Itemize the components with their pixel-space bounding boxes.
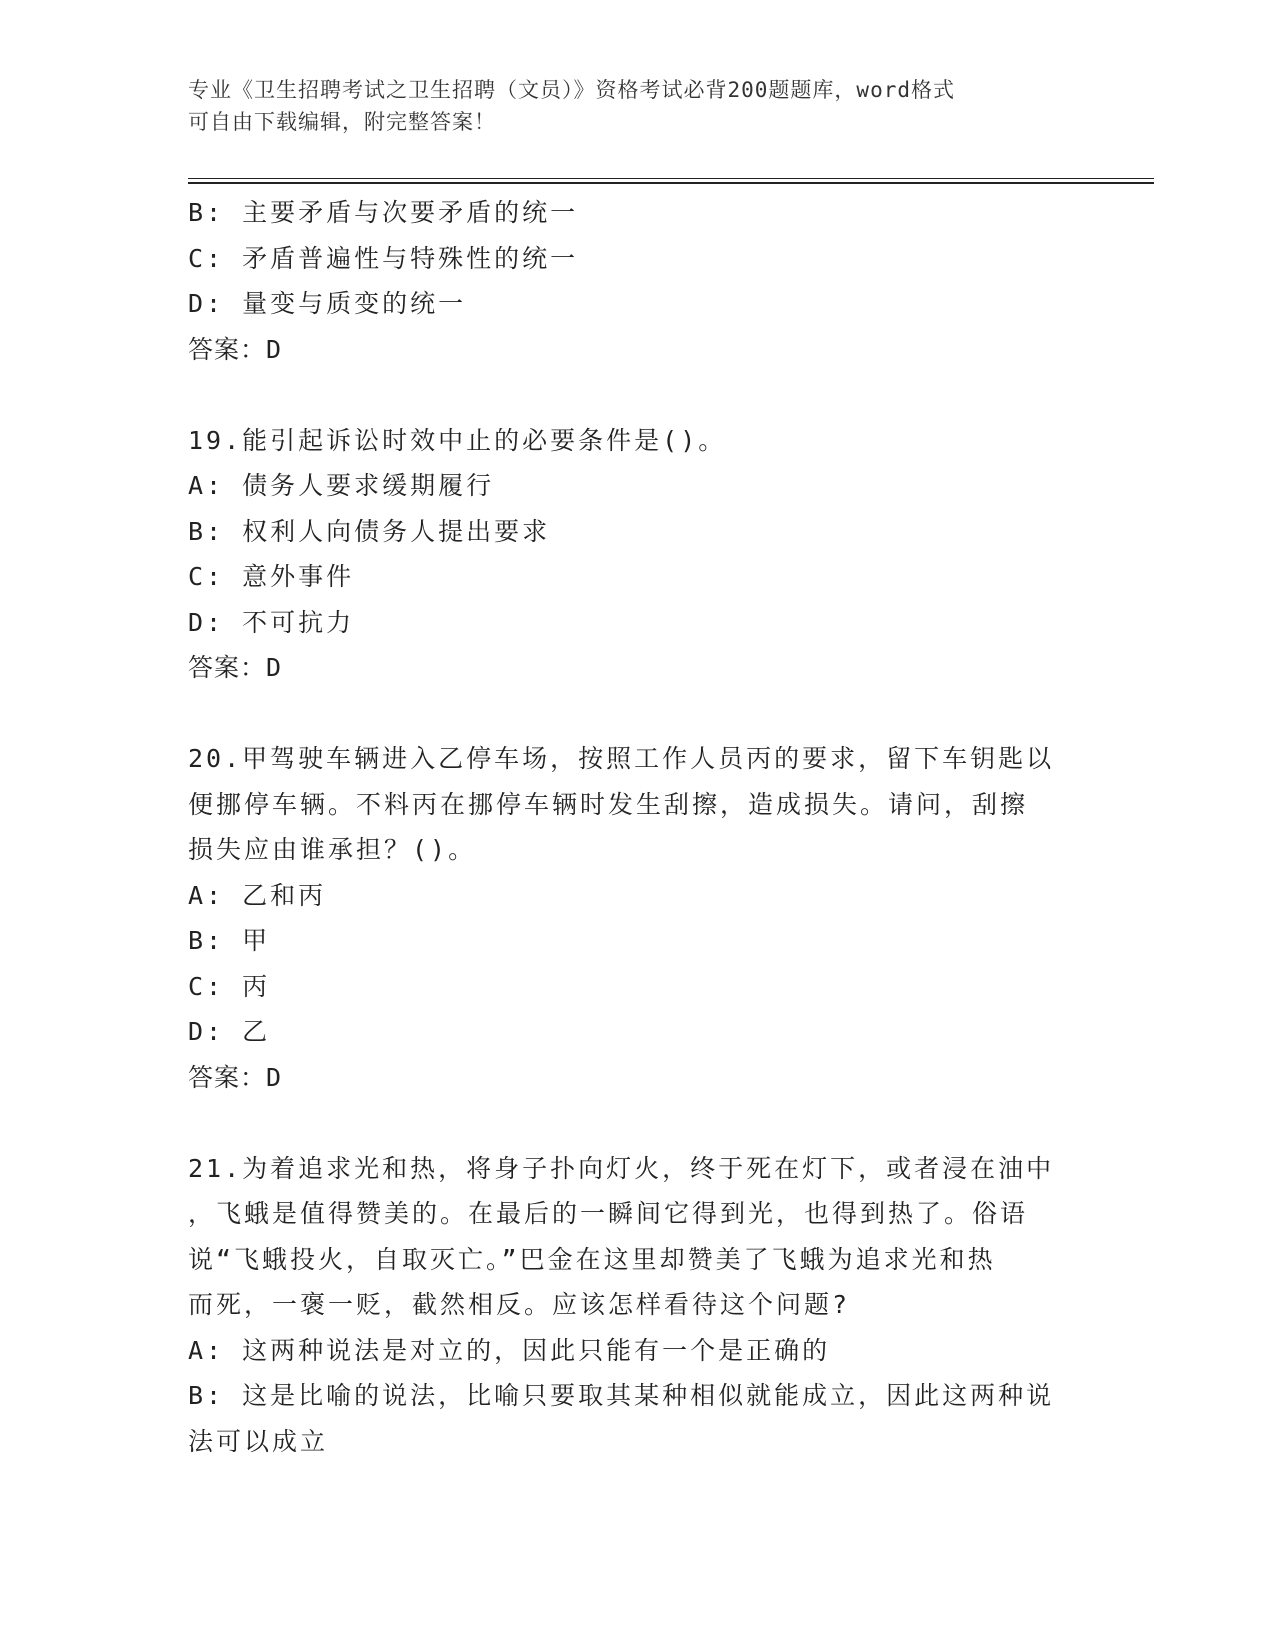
option: B: 这是比喻的说法，比喻只要取其某种相似就能成立，因此这两种说 xyxy=(188,1381,1055,1410)
option: 法可以成立 xyxy=(188,1426,329,1456)
question-stem: 损失应由谁承担？()。 xyxy=(188,835,477,864)
page-header xyxy=(188,74,1088,138)
option: D: 量变与质变的统一 xyxy=(188,289,467,318)
question-stem: 而死，一褒一贬，截然相反。应该怎样看待这个问题? xyxy=(188,1290,851,1319)
question-block xyxy=(188,190,1088,372)
question-stem: ，飞蛾是值得赞美的。在最后的一瞬间它得到光，也得到热了。俗语 xyxy=(188,1199,1029,1228)
spacer xyxy=(188,691,1088,737)
option: D: 不可抗力 xyxy=(188,607,355,637)
option: B: 主要矛盾与次要矛盾的统一 xyxy=(188,198,579,227)
option: C: 意外事件 xyxy=(188,562,355,591)
option: B: 权利人向债务人提出要求 xyxy=(188,516,551,546)
question-block xyxy=(188,736,1088,1100)
answer: 答案：D xyxy=(188,334,283,364)
question-stem: 21.为着追求光和热，将身子扑向灯火，终于死在灯下，或者浸在油中 xyxy=(188,1153,1055,1183)
question-stem: 说“飞蛾投火，自取灭亡。”巴金在这里却赞美了飞蛾为追求光和热 xyxy=(188,1244,996,1274)
header-divider xyxy=(188,178,1154,184)
option: C: 丙 xyxy=(188,971,271,1001)
spacer xyxy=(188,372,1088,418)
question-content xyxy=(188,190,1088,1464)
option: B: 甲 xyxy=(188,926,271,955)
spacer xyxy=(188,1100,1088,1146)
header-line-1: 专业《卫生招聘考试之卫生招聘（文员）》资格考试必背200题题库，word格式 xyxy=(188,78,955,102)
question-stem: 19.能引起诉讼时效中止的必要条件是()。 xyxy=(188,425,727,455)
option: A: 债务人要求缓期履行 xyxy=(188,471,495,500)
question-block xyxy=(188,1146,1088,1465)
question-stem: 20.甲驾驶车辆进入乙停车场，按照工作人员丙的要求，留下车钥匙以 xyxy=(188,744,1055,773)
question-stem: 便挪停车辆。不料丙在挪停车辆时发生刮擦，造成损失。请问，刮擦 xyxy=(188,789,1029,819)
header-line-2: 可自由下载编辑，附完整答案！ xyxy=(188,110,496,134)
answer: 答案：D xyxy=(188,1062,283,1092)
option: C: 矛盾普遍性与特殊性的统一 xyxy=(188,243,579,273)
option: A: 这两种说法是对立的，因此只能有一个是正确的 xyxy=(188,1335,831,1365)
answer: 答案：D xyxy=(188,653,283,682)
option: A: 乙和丙 xyxy=(188,880,327,910)
question-block xyxy=(188,418,1088,691)
option: D: 乙 xyxy=(188,1017,271,1046)
